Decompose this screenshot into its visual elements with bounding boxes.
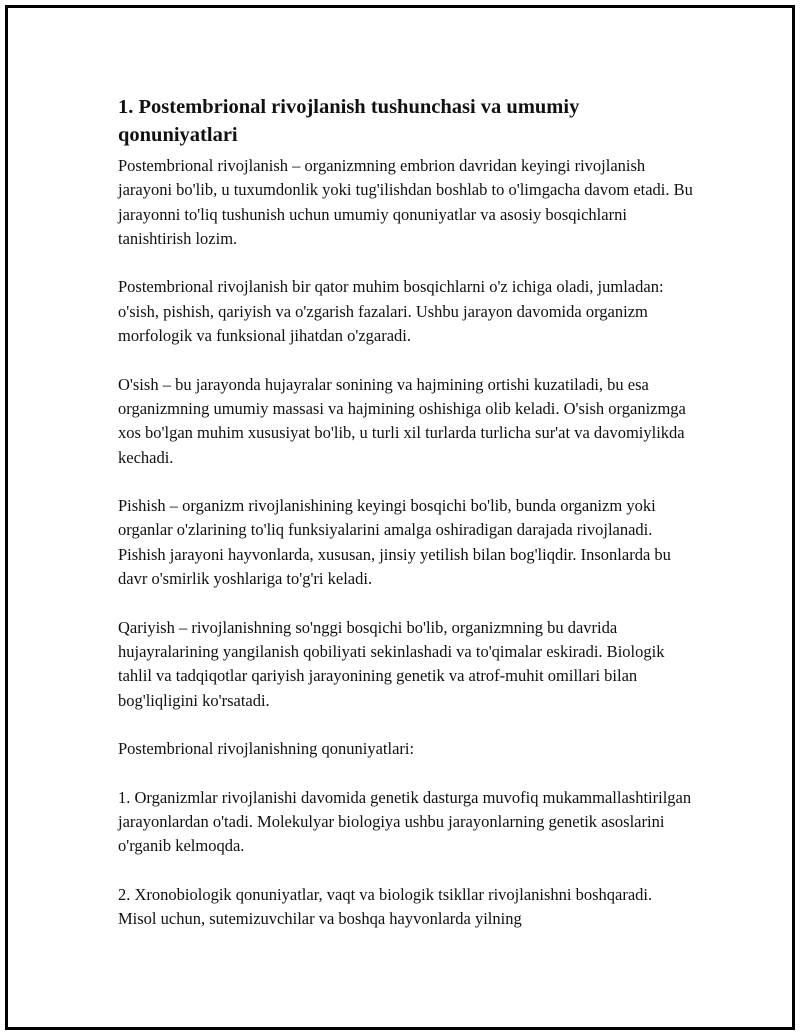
paragraph-maturation: Pishish – organizm rivojlanishining keyingi bosqichi bo'lib, bunda organizm yoki organlar o'zlarining to'liq funksiyalarini amalga oshiradigan darajada rivojlanadi. Pishish jarayoni hayvonlarda, xususan, jinsiy yetilish bilan bog'liqdir. Insonlarda bu davr o'smirlik yoshlariga to'g'ri keladi. xyxy=(118,496,671,589)
paragraph-intro: Postembrional rivojlanish – organizmning embrion davridan keyingi rivojlanish jarayoni bo'lib, u tuxumdonlik yoki tug'ilishdan boshlab to o'limgacha davom etadi. Bu jarayonni to'liq tushunish uchun umumiy qonuniyatlar va asosiy bosqichlarni tanishtirish lozim. xyxy=(118,156,693,248)
document-body xyxy=(118,93,693,956)
paragraph-laws-heading: Postembrional rivojlanishning qonuniyatlari: xyxy=(118,739,415,759)
paragraph-law-2: 2. Xronobiologik qonuniyatlar, vaqt va biologik tsikllar rivojlanishni boshqaradi. Misol uchun, sutemizuvchilar va boshqa hayvonlarda yilning xyxy=(118,884,653,929)
paragraph-growth: O'sish – bu jarayonda hujayralar sonining va hajmining ortishi kuzatiladi, bu esa organizmning umumiy massasi va hajmining oshishiga olib keladi. O'sish organizmga xos bo'lgan muhim xususiyat bo'lib, u turli xil turlarda turlicha sur'at va davomiylikda kechadi. xyxy=(118,374,686,467)
paragraph-aging: Qariyish – rivojlanishning so'nggi bosqichi bo'lib, organizmning bu davrida hujayralarining yangilanish qobiliyati sekinlashadi va to'qimalar eskiradi. Biologik tahlil va tadqiqotlar qariyish jarayonining genetik va atrof-muhit omillari bilan bog'liqligini ko'rsatadi. xyxy=(118,617,665,710)
paragraph-stages: Postembrional rivojlanish bir qator muhim bosqichlarni o'z ichiga oladi, jumladan: o'sish, pishish, qariyish va o'zgarish fazalari. Ushbu jarayon davomida organizm morfologik va funksional jihatdan o'zgaradi. xyxy=(118,277,664,346)
paragraph-law-1: 1. Organizmlar rivojlanishi davomida genetik dasturga muvofiq mukammallashtirilgan jarayonlardan o'tadi. Molekulyar biologiya ushbu jarayonlarning genetik asoslarini o'rganib kelmoqda. xyxy=(118,787,692,856)
section-title: 1. Postembrional rivojlanish tushunchasi va umumiy qonuniyatlari xyxy=(118,96,580,146)
